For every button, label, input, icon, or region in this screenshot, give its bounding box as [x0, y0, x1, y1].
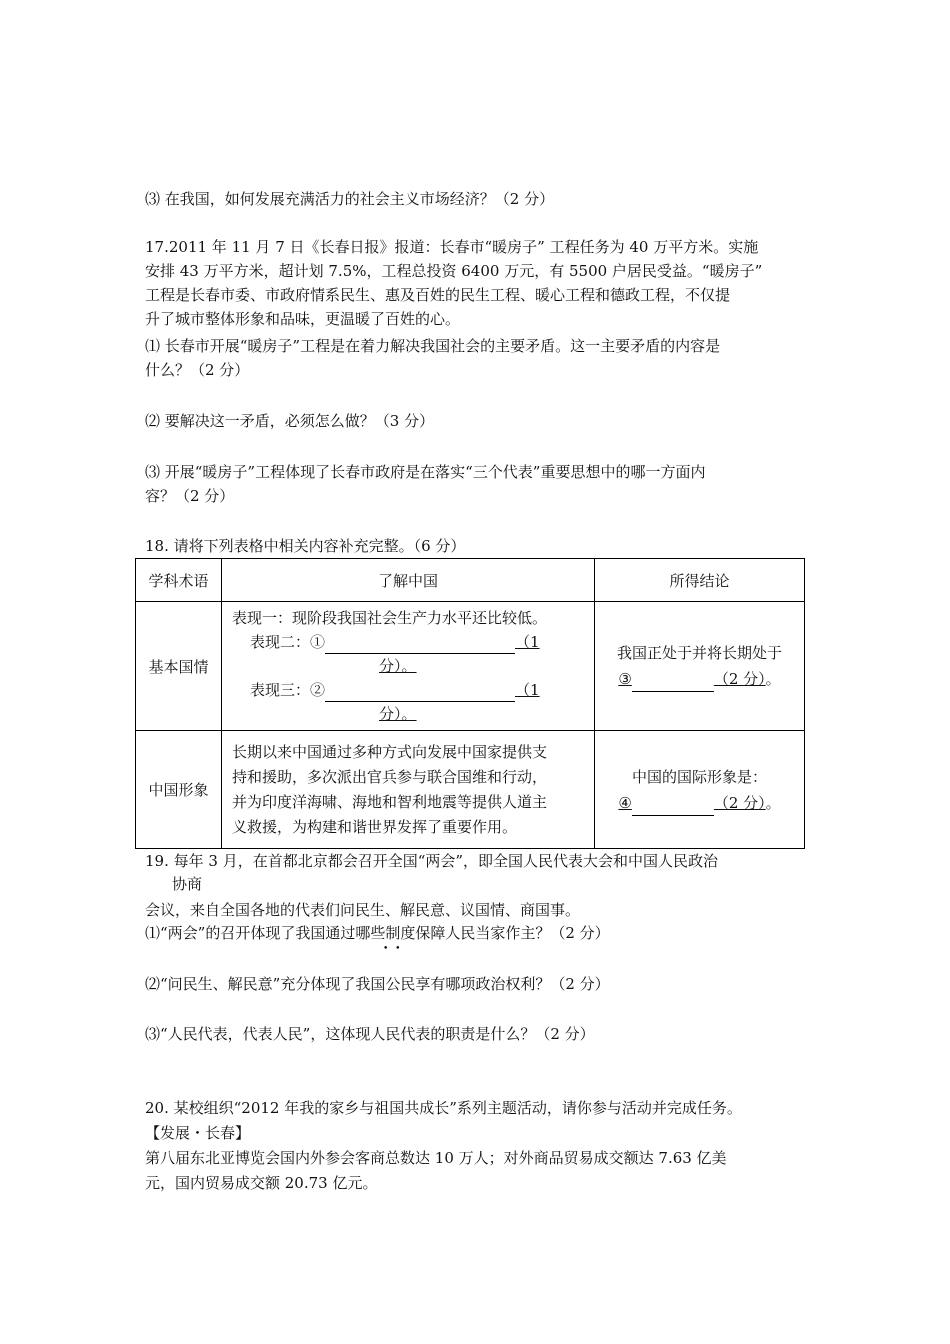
answer-blank-2[interactable]	[325, 683, 515, 702]
question-20-text-line-2: 元，国内贸易成交额 20.73 亿元。	[145, 1174, 378, 1192]
term-china-image: 中国形象	[136, 731, 222, 849]
conclusion-2-end: 。	[765, 793, 781, 812]
china-image-line: 持和援助，多次派出官兵参与联合国维和行动，	[232, 767, 548, 786]
table-header-term: 学科术语	[136, 559, 222, 602]
question-17-1-line: 什么？（2 分）	[145, 361, 250, 379]
china-image-line: 并为印度洋海啸、海地和智利地震等提供人道主	[232, 792, 548, 811]
manifestation-2	[232, 630, 586, 654]
section-heading: 【发展・长春】	[145, 1124, 251, 1142]
conclusion-1-score: （2 分）	[713, 670, 766, 688]
answer-blank-1[interactable]	[325, 635, 515, 654]
question-17-2: ⑵ 要解决这一矛盾，必须怎么做？（3 分）	[145, 412, 435, 430]
manifestation-3-score: （1	[515, 681, 540, 699]
term-basic-national-conditions: 基本国情	[136, 602, 222, 731]
basic-conditions-conclusion	[595, 602, 805, 731]
question-17-1-line: ⑴ 长春市开展“暖房子”工程是在着力解决我国社会的主要矛盾。这一主要矛盾的内容是	[145, 337, 721, 355]
manifestation-2-score: （1	[515, 633, 540, 651]
manifestation-3-label: 表现三：②	[250, 681, 326, 699]
question-19-2: ⑵“问民生、解民意”充分体现了我国公民享有哪项政治权利？（2 分）	[145, 975, 610, 993]
question-17-3-line: 容？（2 分）	[145, 487, 235, 505]
conclusion-2-mark: ④	[618, 793, 632, 812]
question-19-1: ⑴“两会”的召开体现了我国通过哪些制度保障人民当家作主？（2 分）	[145, 924, 610, 942]
table-header-conclusion: 所得结论	[595, 559, 805, 602]
answer-blank-3[interactable]	[632, 673, 714, 692]
question-18-title: 18. 请将下列表格中相关内容补充完整。（6 分）	[145, 537, 466, 555]
manifestation-3-tail: 分）。	[379, 705, 417, 723]
question-18-table	[135, 558, 805, 849]
conclusion-2-text: 中国的国际形象是：	[631, 767, 767, 786]
question-17-stem-line: 升了城市整体形象和品味，更温暖了百姓的心。	[145, 310, 461, 328]
table-header-understanding: 了解中国	[222, 559, 595, 602]
question-17-1	[145, 334, 810, 382]
question-17-stem	[145, 235, 810, 331]
conclusion-1-text: 我国正处于并将长期处于	[616, 644, 782, 662]
question-20-text-line-1: 第八届东北亚博览会国内外参会客商总数达 10 万人；对外商品贸易成交额达 7.63 亿美	[145, 1149, 727, 1167]
question-17-3	[145, 460, 810, 508]
question-19-stem-line-1: 19. 每年 3 月，在首都北京都会召开全国“两会”，即全国人民代表大会和中国人民政治	[145, 852, 719, 870]
conclusion-2-score: （2 分）	[713, 793, 766, 812]
question-19-stem-line-2: 协商	[172, 875, 203, 893]
question-20-stem: 20. 某校组织“2012 年我的家乡与祖国共成长”系列主题活动，请你参与活动并完成任务。	[145, 1099, 742, 1117]
emphasis-dots: • •	[383, 944, 403, 954]
basic-conditions-cell	[222, 602, 595, 731]
china-image-line: 义救援，为构建和谐世界发挥了重要作用。	[232, 817, 518, 836]
question-17-stem-line: 工程是长春市委、市政府情系民生、惠及百姓的民生工程、暖心工程和德政工程，不仅提	[145, 286, 731, 304]
answer-blank-4[interactable]	[632, 797, 714, 816]
manifestation-2-tail: 分）。	[379, 657, 417, 675]
manifestation-1: 表现一：现阶段我国社会生产力水平还比较低。	[232, 609, 548, 627]
question-19-3: ⑶“人民代表，代表人民”，这体现人民代表的职责是什么？（2 分）	[145, 1025, 595, 1043]
china-image-cell	[222, 731, 595, 849]
manifestation-3	[232, 678, 586, 702]
question-19-stem-line-3: 会议，来自全国各地的代表们问民生、解民意、议国情、商国事。	[145, 901, 581, 919]
question-16-3: ⑶ 在我国，如何发展充满活力的社会主义市场经济？（2 分）	[145, 190, 555, 208]
question-17-stem-line: 安排 43 万平方米，超计划 7.5%，工程总投资 6400 万元，有 5500 户居民受益。“暖房子”	[145, 262, 763, 280]
china-image-line: 长期以来中国通过多种方式向发展中国家提供支	[232, 742, 548, 761]
question-17-3-line: ⑶ 开展“暖房子”工程体现了长春市政府是在落实“三个代表”重要思想中的哪一方面内	[145, 463, 706, 481]
conclusion-1-mark: ③	[618, 670, 632, 688]
china-image-conclusion	[595, 731, 805, 849]
manifestation-2-label: 表现二：①	[250, 633, 326, 651]
question-17-stem-line: 17.2011 年 11 月 7 日《长春日报》报道：长春市“暖房子” 工程任务为 40 万平方米。实施	[145, 238, 759, 256]
conclusion-1-end: 。	[765, 670, 781, 688]
